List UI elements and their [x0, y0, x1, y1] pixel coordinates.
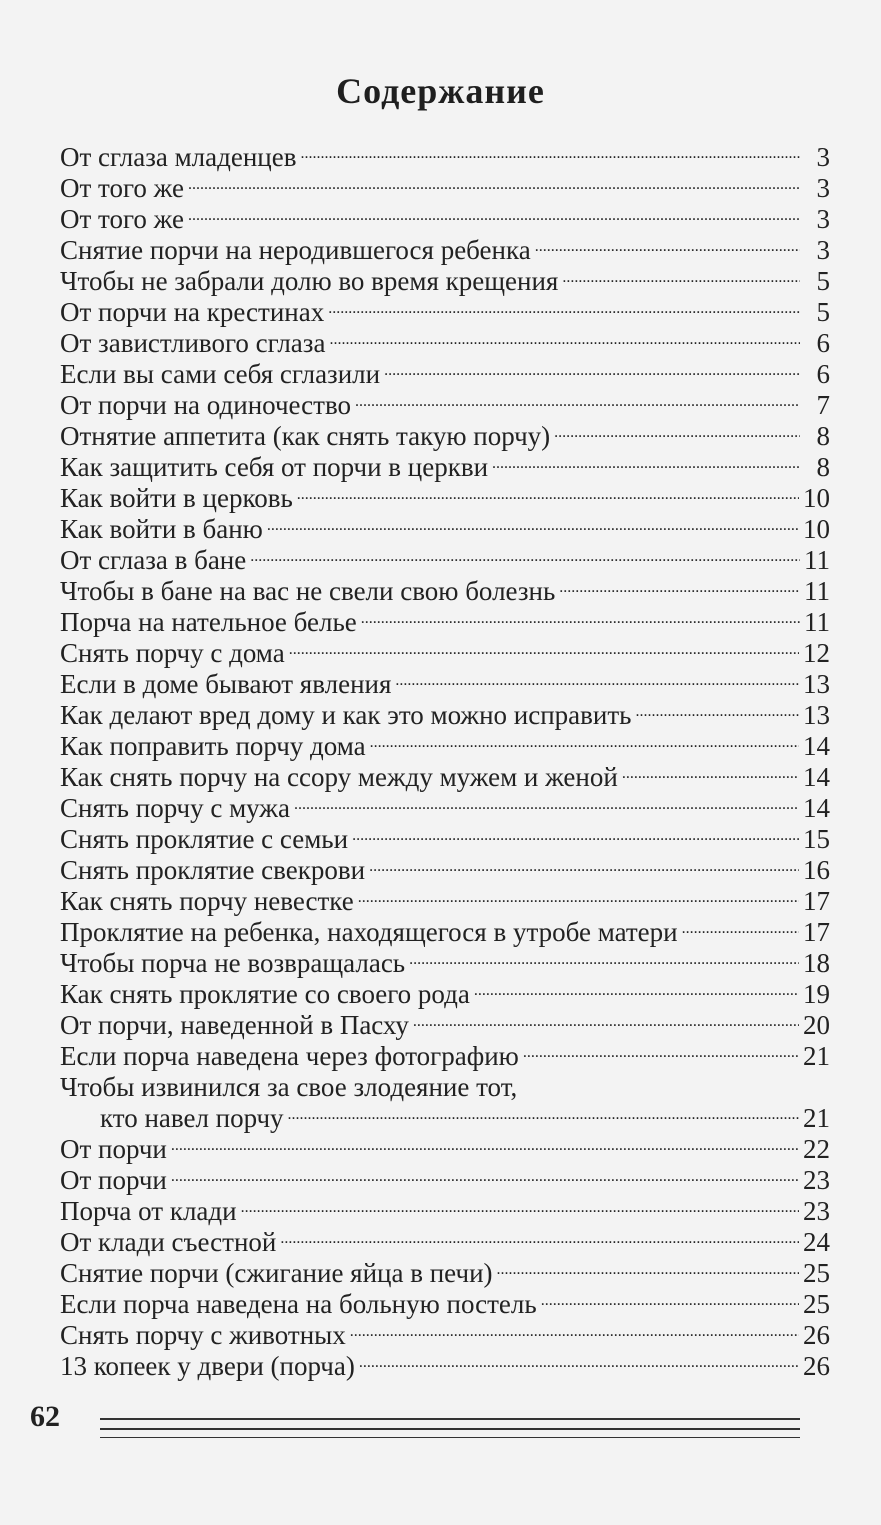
toc-entry-page: 7: [816, 390, 830, 420]
toc-entry: [60, 1127, 830, 1164]
toc-entry: [60, 1251, 830, 1288]
toc-entry-page: 8: [816, 452, 830, 482]
toc-entry: [60, 817, 830, 854]
toc-entry-title: Проклятие на ребенка, находящегося в утробе матери: [60, 917, 678, 947]
toc-entry-title: От того же: [60, 204, 184, 234]
toc-entry-page: 25: [803, 1289, 830, 1319]
toc-entry: [60, 476, 830, 513]
toc-entry-title: Снять порчу с животных: [60, 1320, 346, 1350]
toc-entry-page: 14: [803, 731, 830, 761]
toc-entry-page: 16: [803, 855, 830, 885]
toc-entry: [60, 786, 830, 823]
toc-entry-page: 10: [803, 514, 830, 544]
dot-leader: [267, 507, 799, 538]
toc-entry-title: Снятие порчи (сжигание яйца в печи): [60, 1258, 493, 1288]
dot-leader: [682, 910, 799, 941]
toc-entry-title: Как снять порчу невестке: [60, 886, 354, 916]
toc-entry-title: Чтобы порча не возвращалась: [60, 948, 406, 978]
toc-entry: [60, 1189, 830, 1226]
dot-leader: [562, 259, 800, 290]
toc-entry-page: 25: [803, 1258, 830, 1288]
toc-entry-title: Чтобы не забрали долю во время крещения: [60, 266, 559, 296]
toc-entry-title: Если порча наведена через фотографию: [60, 1041, 519, 1071]
toc-entry: [60, 1313, 830, 1350]
toc-entry-page: 21: [803, 1103, 830, 1133]
toc-entry-page: 11: [804, 607, 830, 637]
toc-entry-title: От завистливого сглаза: [60, 328, 326, 358]
toc-entry: [60, 848, 830, 885]
dot-leader: [370, 724, 799, 755]
dot-leader: [358, 879, 799, 910]
toc-entry-title: Отнятие аппетита (как снять такую порчу): [60, 421, 551, 451]
toc-entry: [60, 1158, 830, 1195]
dot-leader: [384, 352, 800, 383]
toc-entry-title: Если вы сами себя сглазили: [60, 359, 381, 389]
toc-entry-title: От сглаза в бане: [60, 545, 247, 575]
toc-entry: [60, 445, 830, 482]
toc-entry: [60, 1344, 830, 1381]
toc-entry-title: От порчи: [60, 1134, 167, 1164]
toc-entry-page: 18: [803, 948, 830, 978]
toc-entry: [60, 693, 830, 730]
toc-entry-page: 17: [803, 917, 830, 947]
toc-entry-page: 3: [816, 204, 830, 234]
toc-entry: [60, 910, 830, 947]
toc-entry-page: 6: [816, 328, 830, 358]
toc-entry: [60, 1096, 830, 1133]
toc-entry-page: 14: [803, 793, 830, 823]
toc-entry: [60, 228, 830, 265]
toc-entry-page: 13: [803, 700, 830, 730]
toc-entry-page: 26: [803, 1351, 830, 1381]
toc-entry-title: От того же: [60, 173, 184, 203]
toc-entry-page: 8: [816, 421, 830, 451]
dot-leader: [171, 1127, 799, 1158]
dot-leader: [359, 1344, 799, 1375]
toc-entry-page: 26: [803, 1320, 830, 1350]
dot-leader: [352, 817, 799, 848]
dot-leader: [492, 445, 800, 476]
toc-entry: [60, 755, 830, 792]
toc-entry: [60, 631, 830, 668]
dot-leader: [361, 600, 800, 631]
toc-entry-title: Как защитить себя от порчи в церкви: [60, 452, 489, 482]
toc-entry: [60, 321, 830, 358]
toc-entry-title: Снять проклятие свекрови: [60, 855, 366, 885]
toc-entry-title: кто навел порчу: [100, 1103, 284, 1133]
toc-entry-title: Как снять проклятие со своего рода: [60, 979, 470, 1009]
toc-entry: [60, 352, 830, 389]
dot-leader: [413, 1003, 799, 1034]
footer-rule: [100, 1428, 800, 1430]
toc-entry-title: Как войти в баню: [60, 514, 263, 544]
toc-entry-title: От порчи на крестинах: [60, 297, 325, 327]
toc-entry-title: Чтобы в бане на вас не свели свою болезнь: [60, 576, 556, 606]
dot-leader: [369, 848, 799, 879]
toc-entry-title: От порчи на одиночество: [60, 390, 352, 420]
toc-entry: [60, 383, 830, 420]
toc-entry-title: От клади съестной: [60, 1227, 277, 1257]
dot-leader: [395, 662, 799, 693]
toc-entry: [60, 507, 830, 544]
dot-leader: [521, 1065, 800, 1096]
dot-leader: [535, 228, 800, 259]
toc-entry: [60, 135, 830, 172]
dot-leader: [280, 1220, 799, 1251]
dot-leader: [297, 476, 799, 507]
dot-leader: [497, 1251, 799, 1282]
toc-entry: [60, 414, 830, 451]
toc-entry-page: 24: [803, 1227, 830, 1257]
dot-leader: [474, 972, 799, 1003]
toc-entry-page: 21: [803, 1041, 830, 1071]
toc-entry: [60, 600, 830, 637]
toc-entry: [60, 1282, 830, 1319]
toc-entry-title: 13 копеек у двери (порча): [60, 1351, 355, 1381]
dot-leader: [409, 941, 799, 972]
toc-entry-page: 5: [816, 297, 830, 327]
toc-entry: [60, 941, 830, 978]
toc-entry-page: 23: [803, 1165, 830, 1195]
dot-leader: [523, 1034, 799, 1065]
toc-entry-title: Порча на нательное белье: [60, 607, 357, 637]
dot-leader: [635, 693, 799, 724]
page-number: 62: [30, 1400, 60, 1433]
toc-entry-page: 12: [803, 638, 830, 668]
dot-leader: [541, 1282, 799, 1313]
toc-entry-page: 3: [816, 142, 830, 172]
footer-rule: [100, 1418, 800, 1420]
toc-entry-page: 3: [816, 173, 830, 203]
toc-entry-title: Как поправить порчу дома: [60, 731, 366, 761]
dot-leader: [559, 569, 800, 600]
toc-entry-page: 23: [803, 1196, 830, 1226]
dot-leader: [188, 166, 800, 197]
toc-entry-title: От сглаза младенцев: [60, 142, 297, 172]
dot-leader: [301, 135, 801, 166]
toc-entry-page: 6: [816, 359, 830, 389]
toc-entry-page: 5: [816, 266, 830, 296]
toc-entry-title: Снять порчу с дома: [60, 638, 285, 668]
dot-leader: [171, 1158, 799, 1189]
toc-entry: [60, 1034, 830, 1071]
toc-entry: [60, 290, 830, 327]
dot-leader: [554, 414, 800, 445]
toc-entry: [60, 197, 830, 234]
toc-entry-page: 14: [803, 762, 830, 792]
toc-entry-page: 15: [803, 824, 830, 854]
toc-entry-page: 10: [803, 483, 830, 513]
toc-entry-title: Порча от клади: [60, 1196, 237, 1226]
toc-entry-title: Снять проклятие с семьи: [60, 824, 349, 854]
toc-entry-page: 11: [804, 545, 830, 575]
toc-entry-title: Как войти в церковь: [60, 483, 293, 513]
toc-entry: [60, 879, 830, 916]
toc-entry-title: От порчи, наведенной в Пасху: [60, 1010, 409, 1040]
toc-entry: [60, 1220, 830, 1257]
toc-entry-page: 11: [804, 576, 830, 606]
toc-entry: [60, 724, 830, 761]
toc-entry-title: От порчи: [60, 1165, 167, 1195]
dot-leader: [241, 1189, 799, 1220]
toc-entry: [60, 569, 830, 606]
dot-leader: [250, 538, 800, 569]
toc-entry-title: Если в доме бывают явления: [60, 669, 392, 699]
toc-entry-page: 17: [803, 886, 830, 916]
toc-entry-title: Как делают вред дому и как это можно исправить: [60, 700, 632, 730]
table-of-contents: [60, 135, 830, 1381]
toc-entry-page: 3: [816, 235, 830, 265]
toc-entry: [60, 166, 830, 203]
toc-entry: [60, 259, 830, 296]
toc-entry: [60, 972, 830, 1009]
toc-entry: [60, 662, 830, 699]
dot-leader: [329, 321, 800, 352]
dot-leader: [355, 383, 800, 414]
dot-leader: [188, 197, 800, 228]
toc-entry-page: 19: [803, 979, 830, 1009]
dot-leader: [288, 1096, 799, 1127]
dot-leader: [294, 786, 799, 817]
toc-entry-title: Если порча наведена на больную постель: [60, 1289, 537, 1319]
toc-entry-page: 13: [803, 669, 830, 699]
toc-entry: [60, 1065, 830, 1102]
dot-leader: [328, 290, 800, 321]
toc-entry-title: Снять порчу с мужа: [60, 793, 290, 823]
dot-leader: [350, 1313, 799, 1344]
dot-leader: [622, 755, 799, 786]
toc-entry: [60, 538, 830, 575]
dot-leader: [289, 631, 799, 662]
toc-entry: [60, 1003, 830, 1040]
toc-entry-page: 20: [803, 1010, 830, 1040]
toc-entry-title: Чтобы извинился за свое злодеяние тот,: [60, 1072, 518, 1102]
page-title: Содержание: [336, 71, 545, 111]
toc-entry-title: Снятие порчи на неродившегося ребенка: [60, 235, 531, 265]
footer-rule: [100, 1437, 800, 1438]
toc-entry-title: Как снять порчу на ссору между мужем и женой: [60, 762, 618, 792]
toc-entry-page: 22: [803, 1134, 830, 1164]
